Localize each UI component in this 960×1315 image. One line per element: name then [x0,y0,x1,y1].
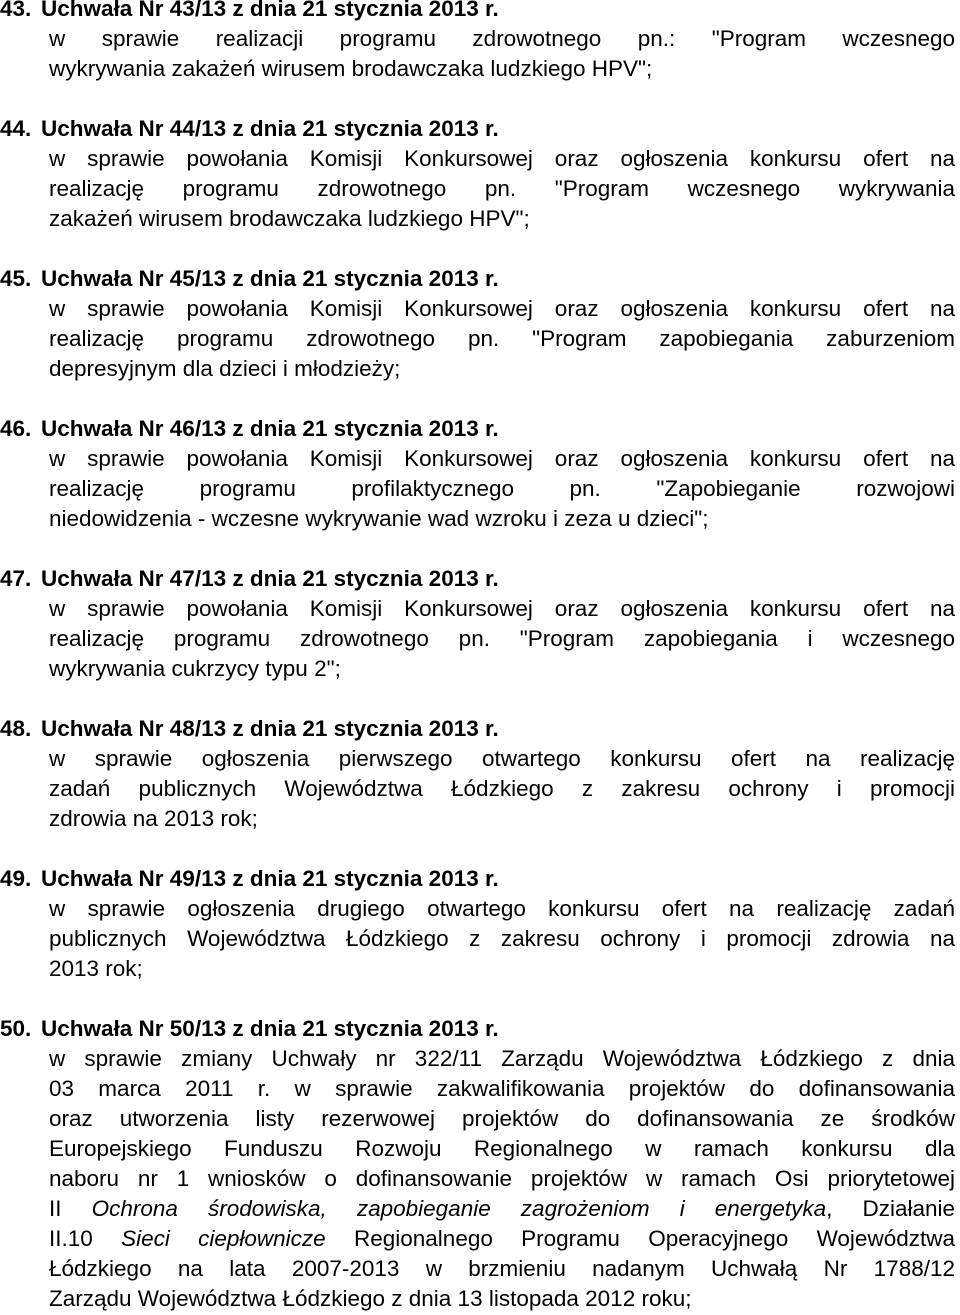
entry-title: Uchwała Nr 44/13 z dnia 21 stycznia 2013 r. [41,116,499,141]
description-line: realizację programu zdrowotnego pn. "Program zapobiegania i wczesnego [49,626,955,651]
text-run: Regionalnego Programu Operacyjnego Województwa [325,1226,955,1251]
entry-description [49,444,955,534]
description-line-mixed [49,1194,955,1224]
entry-header [0,114,960,144]
entry-header [0,264,960,294]
entry-description [49,594,955,684]
italic-measure-name: Sieci ciepłownicze [121,1226,326,1251]
description-line-mixed [49,1224,955,1254]
entry-header [0,564,960,594]
entry-description [49,24,955,84]
entry-header [0,1014,960,1044]
entry-title: Uchwała Nr 48/13 z dnia 21 stycznia 2013 r. [41,716,499,741]
entry-number: 49. [0,866,32,891]
entry-title: Uchwała Nr 50/13 z dnia 21 stycznia 2013 r. [41,1016,499,1041]
text-run: II [49,1196,92,1221]
description-line: oraz utworzenia listy rezerwowej projektów do dofinansowania ze środków [49,1106,955,1131]
description-line: naboru nr 1 wniosków o dofinansowanie projektów w ramach Osi priorytetowej [49,1166,955,1191]
description-line: Europejskiego Funduszu Rozwoju Regionalnego w ramach konkursu dla [49,1136,955,1161]
entry-description [49,294,955,384]
entry-number: 47. [0,566,32,591]
entry-header [0,0,960,24]
description-line: niedowidzenia - wczesne wykrywanie wad wzroku i zeza u dzieci"; [49,506,709,531]
entry-description [49,744,955,834]
description-line: realizację programu profilaktycznego pn. "Zapobieganie rozwojowi [49,476,955,501]
description-line: wykrywania zakażeń wirusem brodawczaka ludzkiego HPV"; [49,56,653,81]
description-line: publicznych Województwa Łódzkiego z zakresu ochrony i promocji zdrowia na [49,926,955,951]
description-line: zakażeń wirusem brodawczaka ludzkiego HPV"; [49,206,530,231]
description-line: Łódzkiego na lata 2007-2013 w brzmieniu nadanym Uchwałą Nr 1788/12 [49,1256,955,1281]
entry-header [0,714,960,744]
entry-number: 45. [0,266,32,291]
description-line: w sprawie ogłoszenia drugiego otwartego konkursu ofert na realizację zadań [49,896,955,921]
description-line: zadań publicznych Województwa Łódzkiego z zakresu ochrony i promocji [49,776,955,801]
entry-header [0,864,960,894]
entry-number: 46. [0,416,32,441]
entry-description [49,1044,955,1314]
description-line: w sprawie powołania Komisji Konkursowej oraz ogłoszenia konkursu ofert na [49,296,955,321]
description-line: 03 marca 2011 r. w sprawie zakwalifikowania projektów do dofinansowania [49,1076,955,1101]
description-line: zdrowia na 2013 rok; [49,806,258,831]
description-line: wykrywania cukrzycy typu 2"; [49,656,341,681]
entry-title: Uchwała Nr 43/13 z dnia 21 stycznia 2013 r. [41,0,499,21]
description-line: w sprawie realizacji programu zdrowotnego pn.: "Program wczesnego [49,26,955,51]
entry-title: Uchwała Nr 49/13 z dnia 21 stycznia 2013 r. [41,866,499,891]
entry-description [49,894,955,984]
entry-header [0,414,960,444]
description-line: w sprawie ogłoszenia pierwszego otwartego konkursu ofert na realizację [49,746,955,771]
description-line: Zarządu Województwa Łódzkiego z dnia 13 listopada 2012 roku; [49,1286,692,1311]
description-line: w sprawie powołania Komisji Konkursowej oraz ogłoszenia konkursu ofert na [49,596,955,621]
description-line: 2013 rok; [49,956,143,981]
text-run: , Działanie [826,1196,955,1221]
description-line: w sprawie zmiany Uchwały nr 322/11 Zarządu Województwa Łódzkiego z dnia [49,1046,955,1071]
entry-number: 50. [0,1016,32,1041]
entry-number: 44. [0,116,32,141]
entry-description [49,144,955,234]
description-line: w sprawie powołania Komisji Konkursowej oraz ogłoszenia konkursu ofert na [49,446,955,471]
entry-number: 43. [0,0,32,21]
entry-title: Uchwała Nr 45/13 z dnia 21 stycznia 2013 r. [41,266,499,291]
entry-number: 48. [0,716,32,741]
description-line: w sprawie powołania Komisji Konkursowej oraz ogłoszenia konkursu ofert na [49,146,955,171]
description-line: realizację programu zdrowotnego pn. "Program wczesnego wykrywania [49,176,955,201]
entry-title: Uchwała Nr 47/13 z dnia 21 stycznia 2013 r. [41,566,499,591]
text-run: II.10 [49,1226,122,1251]
description-line: realizację programu zdrowotnego pn. "Program zapobiegania zaburzeniom [49,326,955,351]
italic-program-axis: Ochrona środowiska, zapobieganie zagrożeniom i energetyka [91,1196,827,1221]
description-line: depresyjnym dla dzieci i młodzieży; [49,356,401,381]
entry-title: Uchwała Nr 46/13 z dnia 21 stycznia 2013 r. [41,416,499,441]
